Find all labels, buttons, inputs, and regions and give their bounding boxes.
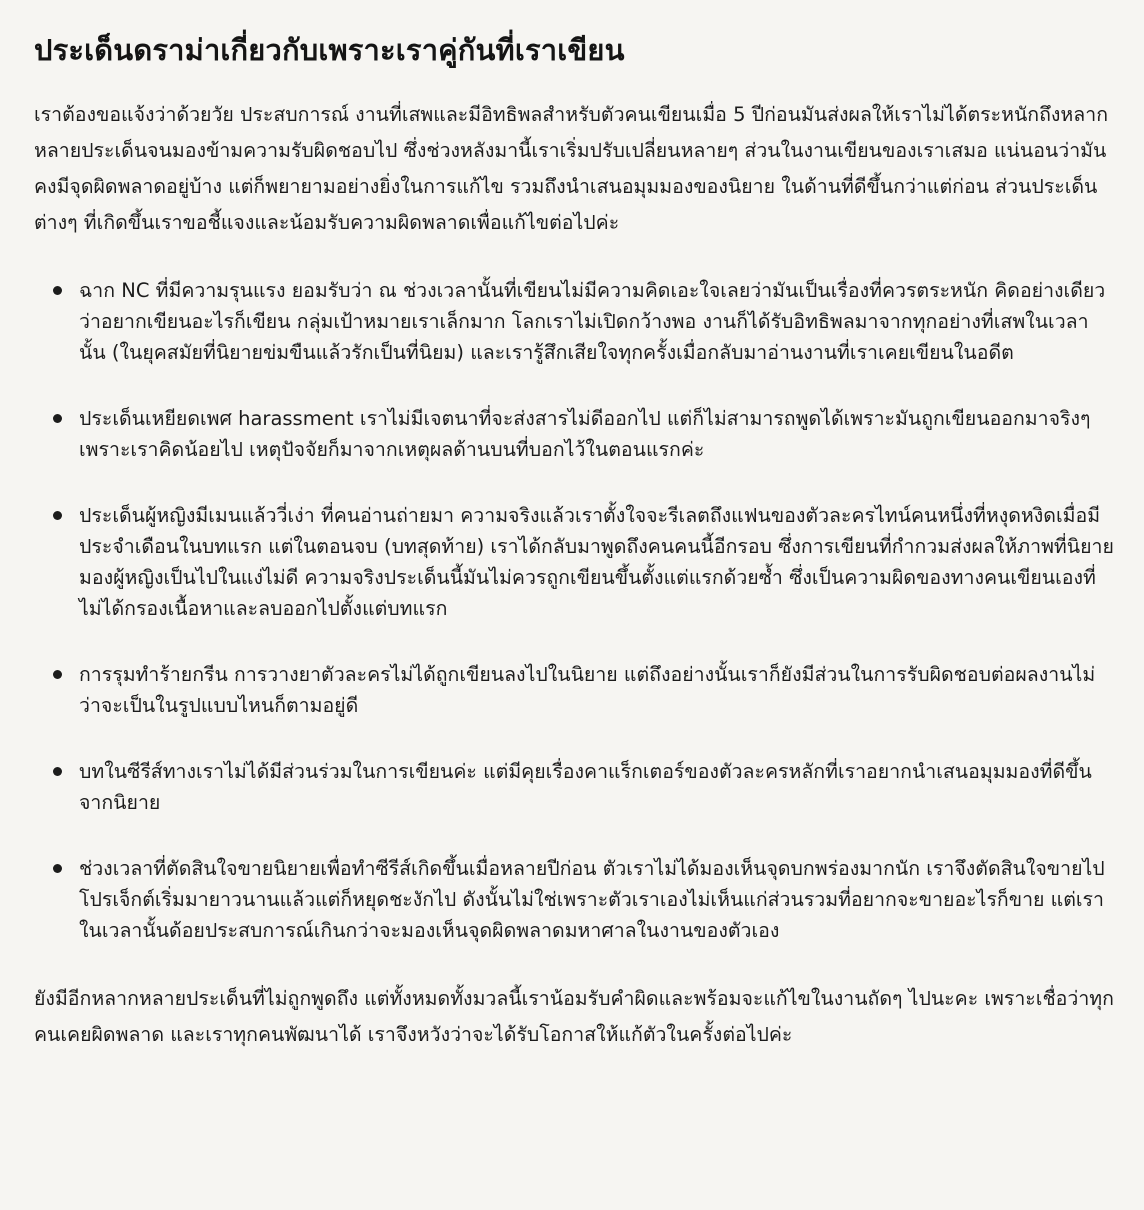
list-item bbox=[34, 500, 1114, 624]
closing-paragraph: ยังมีอีกหลากหลายประเด็นที่ไม่ถูกพูดถึง แต่ทั้งหมดทั้งมวลนี้เราน้อมรับคำผิดและพร้อมจะแก้ไขในงานถัดๆ ไปนะคะ เพราะเชื่อว่าทุกคนเคยผิดพลาด และเราทุกคนพัฒนาได้ เราจึงหวังว่าจะได้รับโอกาสให้แก้ตัวในครั้งต่อไปค่ะ bbox=[34, 986, 1114, 1046]
bullet-dot-icon bbox=[53, 670, 62, 679]
point-text: บทในซีรีส์ทางเราไม่ได้มีส่วนร่วมในการเขียนค่ะ แต่มีคุยเรื่องคาแร็กเตอร์ของตัวละครหลักที่เราอยากนำเสนอมุมมองที่ดีขึ้นจากนิยาย bbox=[79, 759, 1092, 814]
list-item bbox=[34, 756, 1114, 818]
bullet-dot-icon bbox=[53, 767, 62, 776]
list-item bbox=[34, 853, 1114, 946]
statement-document bbox=[34, 30, 1114, 1053]
point-text: การรุมทำร้ายกรีน การวางยาตัวละครไม่ได้ถูกเขียนลงไปในนิยาย แต่ถึงอย่างนั้นเราก็ยังมีส่วนในการรับผิดชอบต่อผลงานไม่ว่าจะเป็นในรูปแบบไหนก็ตามอยู่ดี bbox=[79, 662, 1096, 717]
point-text: ประเด็นเหยียดเพศ harassment เราไม่มีเจตนาที่จะส่งสารไม่ดีออกไป แต่ก็ไม่สามารถพูดได้เพราะมันถูกเขียนออกมาจริงๆ เพราะเราคิดน้อยไป เหตุปัจจัยก็มาจากเหตุผลด้านบนที่บอกไว้ในตอนแรกค่ะ bbox=[79, 406, 1091, 461]
points-list bbox=[34, 275, 1114, 946]
list-item bbox=[34, 275, 1114, 368]
point-text: ฉาก NC ที่มีความรุนแรง ยอมรับว่า ณ ช่วงเวลานั้นที่เขียนไม่มีความคิดเอะใจเลยว่ามันเป็นเรื่องที่ควรตระหนัก คิดอย่างเดียวว่าอยากเขียนอะไรก็เขียน กลุ่มเป้าหมายเราเล็กมาก โลกเราไม่เปิดกว้างพอ งานก็ได้รับอิทธิพลมาจากทุกอย่างที่เสพในเวลานั้น (ในยุคสมัยที่นิยายข่มขืนแล้วรักเป็นที่นิยม) และเรารู้สึกเสียใจทุกครั้งเมื่อกลับมาอ่านงานที่เราเคยเขียนในอดีต bbox=[79, 278, 1106, 364]
point-text: ประเด็นผู้หญิงมีเมนแล้ววี่เง่า ที่คนอ่านถ่ายมา ความจริงแล้วเราตั้งใจจะรีเลตถึงแฟนของตัวละครไทน์คนหนึ่งที่หงุดหงิดเมื่อมีประจำเดือนในบทแรก แต่ในตอนจบ (บทสุดท้าย) เราได้กลับมาพูดถึงคนคนนี้อีกรอบ ซึ่งการเขียนที่กำกวมส่งผลให้ภาพที่นิยายมองผู้หญิงเป็นไปในแง่ไม่ดี ความจริงประเด็นนี้มันไม่ควรถูกเขียนขึ้นตั้งแต่แรกด้วยซ้ำ ซึ่งเป็นความผิดของทางคนเขียนเองที่ไม่ได้กรองเนื้อหาและลบออกไปตั้งแต่บทแรก bbox=[79, 503, 1114, 620]
bullet-dot-icon bbox=[53, 414, 62, 423]
bullet-dot-icon bbox=[53, 864, 62, 873]
list-item bbox=[34, 403, 1114, 465]
point-text: ช่วงเวลาที่ตัดสินใจขายนิยายเพื่อทำซีรีส์เกิดขึ้นเมื่อหลายปีก่อน ตัวเราไม่ได้มองเห็นจุดบกพร่องมากนัก เราจึงตัดสินใจขายไป โปรเจ็กต์เริ่มมายาวนานแล้วแต่ก็หยุดชะงักไป ดังนั้นไม่ใช่เพราะตัวเราเองไม่เห็นแก่ส่วนรวมที่อยากจะขายอะไรก็ขาย แต่เราในเวลานั้นด้อยประสบการณ์เกินกว่าจะมองเห็นจุดผิดพลาดมหาศาลในงานของตัวเอง bbox=[79, 856, 1105, 942]
bullet-dot-icon bbox=[53, 511, 62, 520]
list-item bbox=[34, 659, 1114, 721]
intro-paragraph: เราต้องขอแจ้งว่าด้วยวัย ประสบการณ์ งานที่เสพและมีอิทธิพลสำหรับตัวคนเขียนเมื่อ 5 ปีก่อนมันส่งผลให้เราไม่ได้ตระหนักถึงหลากหลายประเด็นจนมองข้ามความรับผิดชอบไป ซึ่งช่วงหลังมานี้เราเริ่มปรับเปลี่ยนหลายๆ ส่วนในงานเขียนของเราเสมอ แน่นอนว่ามันคงมีจุดผิดพลาดอยู่บ้าง แต่ก็พยายามอย่างยิ่งในการแก้ไข รวมถึงนำเสนอมุมมองของนิยาย ในด้านที่ดีขึ้นกว่าแต่ก่อน ส่วนประเด็นต่างๆ ที่เกิดขึ้นเราขอชี้แจงและน้อมรับความผิดพลาดเพื่อแก้ไขต่อไปค่ะ bbox=[34, 102, 1108, 234]
document-title: ประเด็นดราม่าเกี่ยวกับเพราะเราคู่กันที่เราเขียน bbox=[34, 33, 625, 67]
bullet-dot-icon bbox=[53, 286, 62, 295]
